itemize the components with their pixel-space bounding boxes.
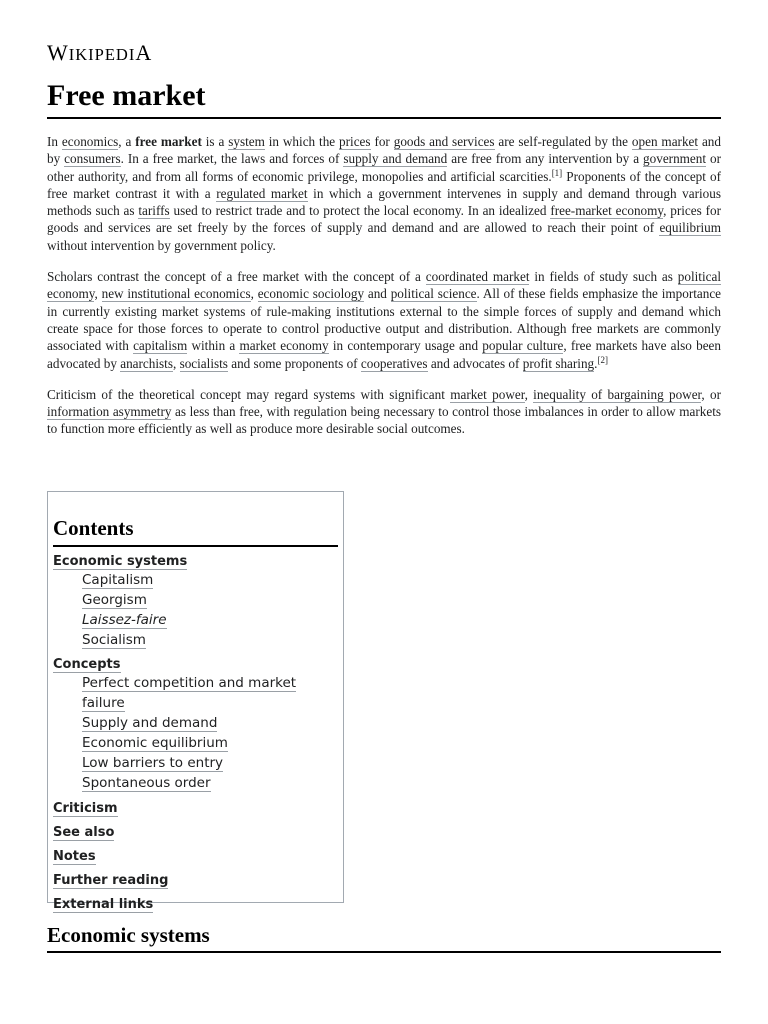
- link-information-asymmetry[interactable]: information asymmetry: [47, 404, 172, 420]
- link-consumers[interactable]: consumers: [64, 151, 121, 167]
- bold-term: free market: [135, 134, 202, 149]
- link-supply-and-demand[interactable]: supply and demand: [343, 151, 448, 167]
- link-anarchists[interactable]: anarchists: [120, 355, 173, 371]
- toc-item-georgism[interactable]: Georgism: [82, 592, 147, 608]
- link-prices[interactable]: prices: [339, 134, 371, 149]
- link-economics[interactable]: economics: [61, 134, 119, 149]
- link-economic-sociology[interactable]: economic sociology: [257, 286, 365, 302]
- intro-paragraph-1: In economics, a free market is a system in which the prices for goods and services are self-regulated by the open market and by consumers. In a free market, the laws and forces of supply and demand are free from any intervention by a government or other authority, and from all forms of economic privilege, monopolies and artificial scarcities.[1] Proponents of the concept of free market contrast it with a regulated market in which a government intervenes in supply and demand through various methods such as tariffs used to restrict trade and to protect the local economy. In an idealized free-market economy, prices for goods and services are set freely by the forces of supply and demand and are allowed to reach their point of equilibrium without intervention by government policy.: [47, 134, 722, 253]
- intro-paragraph-3: Criticism of the theoretical concept may regard systems with significant market power, inequality of bargaining power, or information asymmetry as less than free, with regulation being necessary to control those imbalances in order to allow markets to function more efficiently as well as produce more desirable social outcomes.: [47, 386, 722, 437]
- reference-2[interactable]: [2]: [597, 354, 608, 365]
- link-goods-and-services[interactable]: goods and services: [393, 134, 495, 149]
- link-market-economy[interactable]: market economy: [239, 338, 329, 354]
- link-profit-sharing[interactable]: profit sharing: [522, 355, 595, 371]
- toc-item-notes[interactable]: Notes: [53, 849, 96, 864]
- link-regulated-market[interactable]: regulated market: [216, 185, 308, 201]
- article-intro: [47, 133, 721, 452]
- link-tariffs[interactable]: tariffs: [138, 203, 170, 219]
- toc-item-low-barriers-to-entry[interactable]: Low barriers to entry: [82, 755, 224, 771]
- link-inequality-of-bargaining-power[interactable]: inequality of bargaining power: [533, 386, 702, 402]
- toc-item-external-links[interactable]: External links: [53, 897, 154, 912]
- toc-item-socialism[interactable]: Socialism: [82, 632, 146, 648]
- link-equilibrium[interactable]: equilibrium: [659, 220, 721, 236]
- toc-item-supply-and-demand[interactable]: Supply and demand: [82, 715, 218, 731]
- toc-item-further-reading[interactable]: Further reading: [53, 873, 169, 888]
- toc-item-laissez-faire[interactable]: Laissez-faire: [82, 612, 167, 628]
- link-cooperatives[interactable]: cooperatives: [360, 355, 428, 371]
- reference-1[interactable]: [1]: [551, 167, 563, 178]
- link-government[interactable]: government: [643, 151, 707, 167]
- link-open-market[interactable]: open market: [631, 134, 699, 149]
- table-of-contents: [47, 491, 344, 912]
- toc-item-economic-systems[interactable]: Economic systems: [53, 554, 188, 569]
- link-capitalism[interactable]: capitalism: [133, 338, 188, 354]
- link-market-power[interactable]: market power: [450, 386, 525, 402]
- link-popular-culture[interactable]: popular culture: [482, 338, 564, 354]
- link-new-institutional-economics[interactable]: new institutional economics: [101, 286, 251, 302]
- toc-item-economic-equilibrium[interactable]: Economic equilibrium: [82, 735, 228, 751]
- section-heading-economic-systems: Economic systems: [47, 922, 721, 953]
- toc-item-concepts[interactable]: Concepts: [53, 657, 121, 672]
- intro-paragraph-2: Scholars contrast the concept of a free market with the concept of a coordinated market in fields of study such as political economy, new institutional economics, economic sociology and political science. All of these fields emphasize the importance in currently existing market systems of rule-making institutions external to the simple forces of supply and demand which create space for those forces to operate to control productive output and distribution. Although free markets are commonly associated with capitalism within a market economy in contemporary usage and popular culture, free markets have also been advocated by anarchists, socialists and some proponents of cooperatives and advocates of profit sharing.[2]: [47, 269, 722, 371]
- link-political-science[interactable]: political science: [390, 286, 477, 302]
- wikipedia-logo[interactable]: WIKIPEDIA: [47, 40, 153, 65]
- toc-item-criticism[interactable]: Criticism: [53, 801, 118, 816]
- toc-title: Contents: [53, 515, 338, 547]
- toc-item-capitalism[interactable]: Capitalism: [82, 572, 154, 588]
- link-political-economy[interactable]: political economy: [47, 269, 721, 302]
- link-free-market-economy[interactable]: free-market economy: [550, 203, 664, 219]
- link-coordinated-market[interactable]: coordinated market: [425, 269, 530, 285]
- link-system[interactable]: system: [228, 134, 265, 149]
- toc-item-see-also[interactable]: See also: [53, 825, 115, 840]
- toc-item-perfect-competition[interactable]: Perfect competition and market failure: [82, 675, 297, 711]
- link-socialists[interactable]: socialists: [179, 355, 228, 371]
- toc-item-spontaneous-order[interactable]: Spontaneous order: [82, 775, 211, 791]
- page-title: Free market: [47, 78, 721, 119]
